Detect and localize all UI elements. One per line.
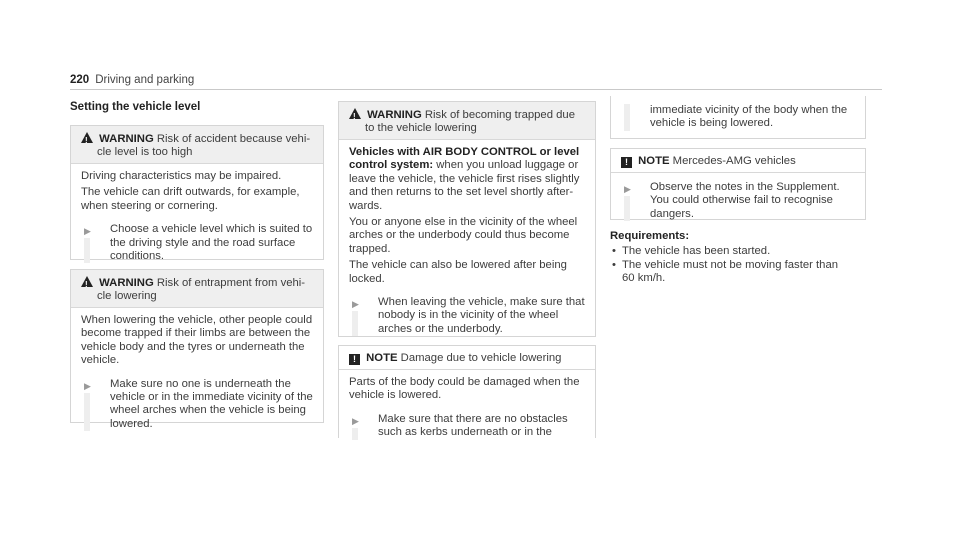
warning-text-cont: to the vehicle lowering — [365, 122, 477, 134]
page-header — [70, 74, 882, 90]
warning-text-cont: cle level is too high — [97, 146, 193, 158]
note-box-amg — [610, 148, 866, 220]
warning-header — [71, 270, 323, 308]
section-heading: Setting the vehicle level — [70, 101, 201, 113]
warning-triangle-icon — [81, 132, 93, 143]
warning-text: Risk of becoming trapped due — [424, 109, 575, 121]
note-label: NOTE — [366, 352, 398, 364]
arrow-right-icon: ▶ — [624, 184, 631, 194]
exclamation-icon: ! — [349, 354, 360, 365]
arrow-right-icon: ▶ — [84, 226, 91, 237]
warning-box-entrapment — [70, 269, 324, 430]
arrow-right-icon: ▶ — [84, 380, 91, 391]
warning-header — [71, 126, 323, 164]
list-item: • The vehicle must not be moving faster than 60 km/h. — [610, 259, 864, 286]
warning-body — [71, 308, 323, 439]
warning-label: WARNING — [99, 277, 154, 289]
section-title: Driving and parking — [95, 74, 195, 86]
instruction-step: ▶ When leaving the vehicle, make sure that nobody is in the vicinity of the wheel arches or the underbody. — [352, 296, 585, 335]
note-body — [611, 173, 865, 229]
warning-body — [339, 140, 595, 344]
paragraph: Parts of the body could be damaged when the vehicle is lowered. — [349, 376, 580, 402]
note-text: Damage due to vehicle lowering — [400, 352, 562, 364]
paragraph: When lowering the vehicle, other people could become trapped if their limbs are between the vehicle body and the tyres or underneath the vehicle. — [81, 314, 313, 367]
arrow-right-icon: ▶ — [352, 415, 359, 426]
instruction-step: ▶ Make sure that there are no obstacles such as kerbs underneath or in the — [352, 412, 568, 439]
warning-text: Risk of accident because vehi- — [156, 133, 311, 145]
paragraph: Vehicles with AIR BODY CONTROL or level control system: when you unload luggage or leave the vehicle, the vehicle first rises slightly and then returns to the set level shortly after- wards. — [349, 146, 580, 212]
list-item: • The vehicle has been started. — [610, 245, 864, 258]
warning-label: WARNING — [367, 109, 422, 121]
warning-text: Risk of entrapment from vehi- — [156, 277, 306, 289]
warning-box-accident — [70, 125, 324, 263]
warning-header — [339, 102, 595, 140]
instruction-step: ▶ Make sure no one is underneath the vehicle or in the immediate vicinity of the wheel arches when the vehicle is being lowered. — [84, 377, 313, 430]
paragraph: The vehicle can also be lowered after being locked. — [349, 259, 567, 285]
note-box-continued — [610, 96, 866, 139]
paragraph: Driving characteristics may be impaired. — [81, 170, 282, 182]
note-box-damage — [338, 345, 596, 438]
warning-triangle-icon — [349, 108, 361, 119]
warning-body — [71, 164, 323, 271]
arrow-right-icon: ▶ — [352, 299, 359, 310]
page-number: 220 — [70, 74, 90, 86]
requirements-list — [610, 245, 864, 285]
paragraph: The vehicle can drift outwards, for example, when steering or cornering. — [81, 186, 300, 212]
note-label: NOTE — [638, 155, 670, 167]
paragraph: You or anyone else in the vicinity of the wheel arches or the underbody could thus become trapped. — [349, 216, 578, 255]
warning-triangle-icon — [81, 276, 93, 287]
requirements-section — [610, 230, 864, 286]
warning-box-trapped — [338, 101, 596, 337]
warning-text-cont: cle lowering — [97, 290, 157, 302]
warning-label: WARNING — [99, 133, 154, 145]
note-header — [339, 346, 595, 370]
note-body — [611, 96, 865, 139]
instruction-step: ▶ Choose a vehicle level which is suited to the driving style and the road surface conditions. — [84, 223, 313, 263]
note-header — [611, 149, 865, 173]
instruction-step: ▶ Observe the notes in the Supplement. You could otherwise fail to recognise dangers. — [624, 181, 840, 220]
instruction-step-cont: immediate vicinity of the body when the vehicle is being lowered. — [621, 104, 857, 131]
requirements-title: Requirements: — [610, 230, 690, 242]
exclamation-icon: ! — [621, 157, 632, 168]
note-text: Mercedes-AMG vehicles — [672, 155, 796, 167]
note-body — [339, 370, 595, 448]
